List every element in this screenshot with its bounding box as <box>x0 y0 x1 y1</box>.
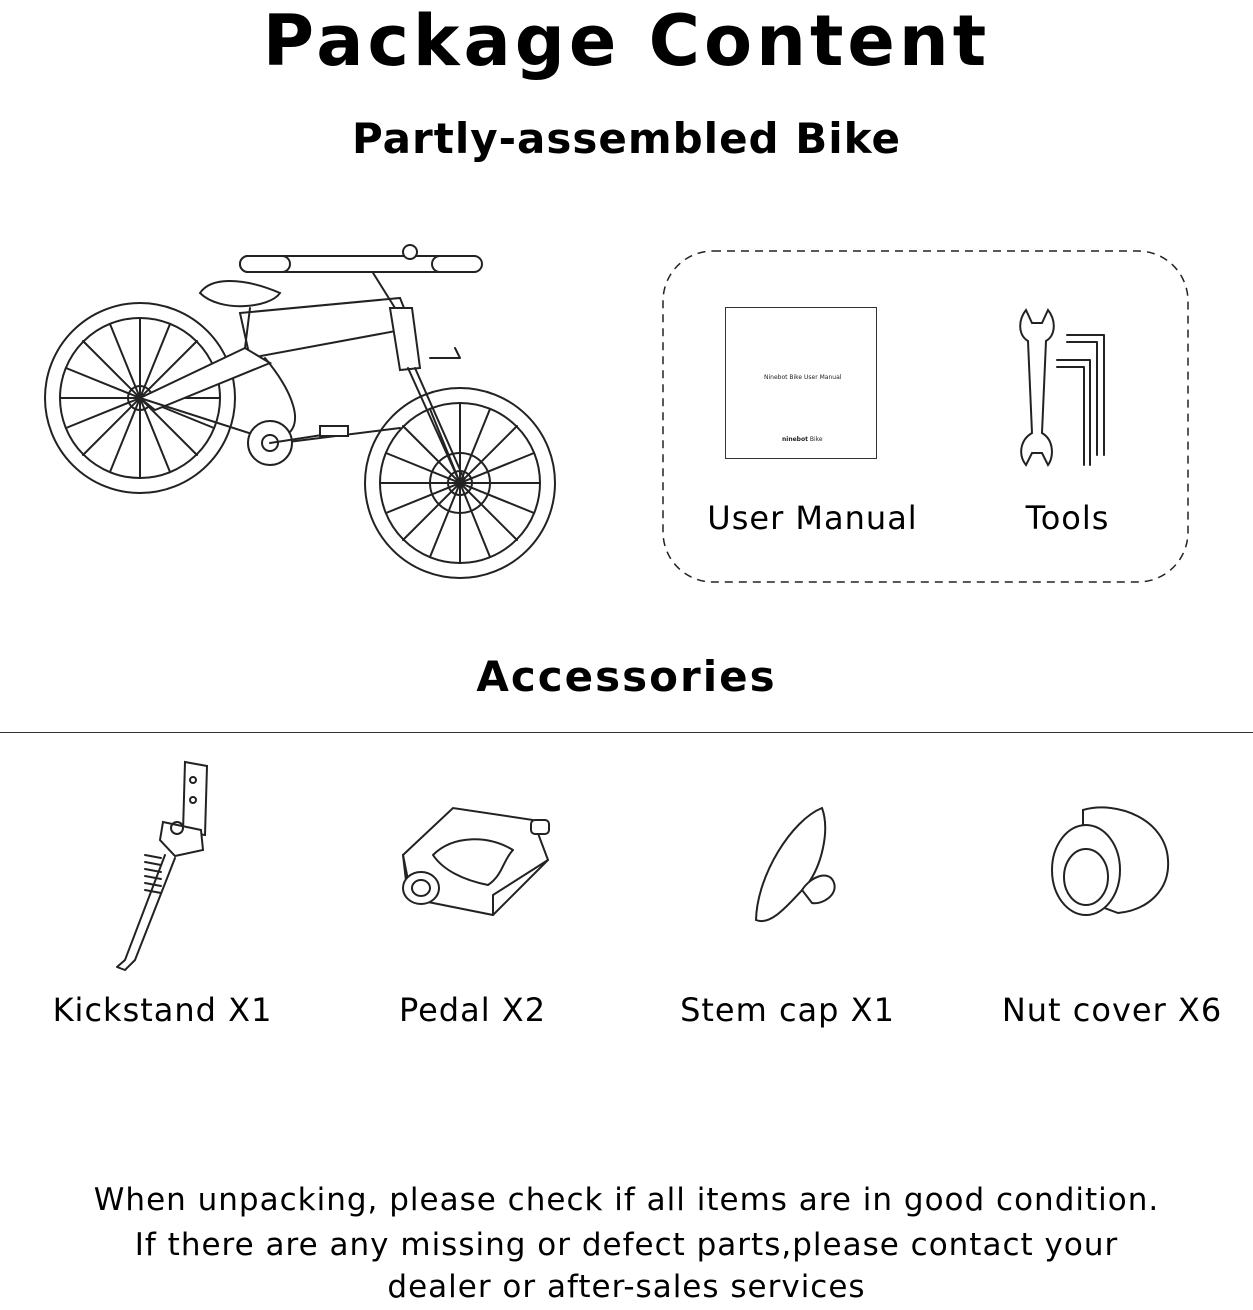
bike-illustration <box>40 238 560 598</box>
footer-note-line-3: dealer or after-sales services <box>387 1269 866 1305</box>
footer-note-line-1: When unpacking, please check if all items are in good condition. <box>93 1182 1160 1218</box>
accessories-heading: Accessories <box>476 652 777 701</box>
section-divider <box>0 732 1253 733</box>
kickstand-icon <box>105 760 225 975</box>
tools-label: Tools <box>1025 499 1110 537</box>
stem-cap-icon <box>752 805 842 930</box>
manual-cover-brand-name: ninebot <box>782 436 808 443</box>
pedal-label: Pedal X2 <box>398 991 547 1029</box>
page-title: Package Content <box>262 0 991 82</box>
user-manual-icon <box>725 307 877 459</box>
manual-cover-brand-suffix: Bike <box>809 436 823 443</box>
stem-cap-label: Stem cap X1 <box>680 991 895 1029</box>
tools-icon <box>1012 305 1132 475</box>
manual-cover-brand <box>782 436 823 443</box>
kickstand-label: Kickstand X1 <box>52 991 273 1029</box>
user-manual-label: User Manual <box>707 499 918 537</box>
footer-note-line-2: If there are any missing or defect parts,please contact your <box>134 1227 1119 1263</box>
nut-cover-icon <box>1048 805 1173 920</box>
nut-cover-label: Nut cover X6 <box>1001 991 1223 1029</box>
manual-cover-title: Ninebot Bike User Manual <box>764 374 842 381</box>
pedal-icon <box>393 800 558 925</box>
section-title-bike: Partly-assembled Bike <box>352 114 901 163</box>
